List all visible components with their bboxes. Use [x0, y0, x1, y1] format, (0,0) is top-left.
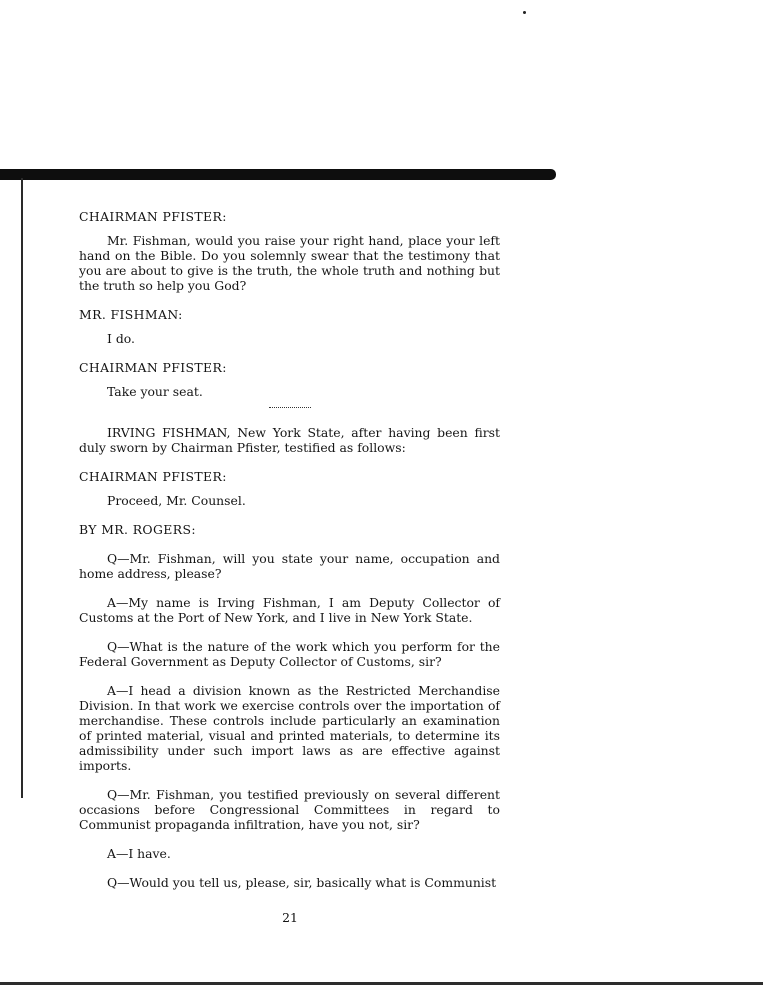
paragraph: IRVING FISHMAN, New York State, after having been first duly sworn by Chairman Pfister, testified as follows: — [79, 425, 500, 455]
answer: A—I have. — [107, 846, 171, 861]
footer-rule — [0, 982, 763, 985]
paragraph: Take your seat. — [107, 384, 203, 399]
margin-rule — [21, 178, 23, 798]
page-number: 21 — [282, 910, 298, 925]
section-separator — [269, 407, 311, 409]
scan-speck — [523, 11, 526, 14]
question: Q—What is the nature of the work which you perform for the Federal Government as Deputy Collector of Customs, sir? — [79, 639, 500, 669]
paragraph: Mr. Fishman, would you raise your right hand, place your left hand on the Bible. Do you solemnly swear that the testimony that you are about to give is the truth, the whole truth and nothing but the truth so help you God? — [79, 233, 500, 293]
speaker-label: CHAIRMAN PFISTER: — [79, 469, 227, 484]
speaker-label: CHAIRMAN PFISTER: — [79, 209, 227, 224]
answer: A—My name is Irving Fishman, I am Deputy Collector of Customs at the Port of New York, and I live in New York State. — [79, 595, 500, 625]
paragraph: Proceed, Mr. Counsel. — [107, 493, 246, 508]
transcript-body — [79, 209, 500, 904]
speaker-label: CHAIRMAN PFISTER: — [79, 360, 227, 375]
speaker-label: BY MR. ROGERS: — [79, 522, 196, 537]
question: Q—Mr. Fishman, will you state your name, occupation and home address, please? — [79, 551, 500, 581]
question: Q—Would you tell us, please, sir, basically what is Communist — [107, 875, 497, 890]
answer: A—I head a division known as the Restricted Merchandise Division. In that work we exercise controls over the importation of merchandise. These controls include particularly an examination of printed material, visual and printed materials, to determine its admissibility under such import laws as are effective against imports. — [79, 683, 500, 773]
question: Q—Mr. Fishman, you testified previously on several different occasions before Congressional Committees in regard to Communist propaganda infiltration, have you not, sir? — [79, 787, 500, 832]
paragraph: I do. — [107, 331, 135, 346]
header-rule — [0, 169, 556, 180]
speaker-label: MR. FISHMAN: — [79, 307, 183, 322]
